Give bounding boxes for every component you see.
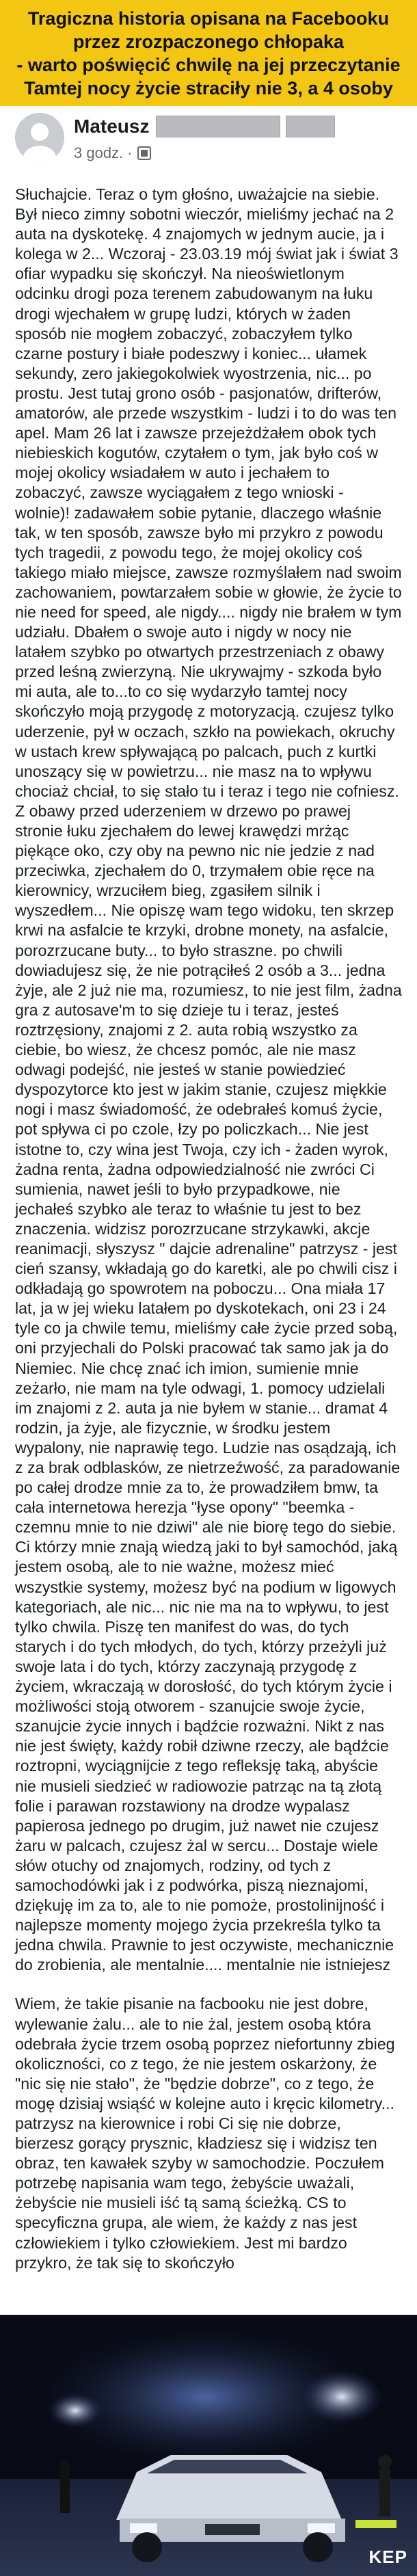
headline-line-2: przez zrozpaczonego chłopaka: [72, 31, 345, 52]
redacted-group: [286, 116, 335, 137]
redacted-surname: [156, 116, 280, 137]
author-name[interactable]: Mateusz: [74, 116, 150, 137]
post-header: [15, 113, 402, 185]
post-meta: [74, 116, 335, 162]
headline-banner: [0, 0, 417, 106]
post-timestamp-row: [74, 144, 335, 162]
night-scene-illustration-icon: [0, 2315, 417, 2576]
meta-separator: ·: [127, 144, 133, 161]
avatar[interactable]: [15, 113, 64, 162]
headline-line-1: Tragiczna historia opisana na Facebooku: [27, 8, 390, 29]
author-row: [74, 116, 335, 137]
post-paragraph-1: Słuchajcie. Teraz o tym głośno, uważajcie na siebie. Był nieco zimny sobotni wieczór, mieliśmy jechać na 2 auta na dyskotekę. 4 znajomych w jednym aucie, ja i kolega w 2... Wczoraj - 23.03.19 mój świat jak i świat 3 ofiar wypadku się skończył. Na nieoświetlonym odcinku drogi poza terenem zabudowanym na łuku drogi wjechałem w grupę ludzi, których w żaden sposób nie mogłem zobaczyć, zobaczyłem tylko czarne postury i białe podeszwy i koniec... ułamek sekundy, zero jakiegokolwiek wyostrzenia, nic... po prostu. Jest tutaj grono osób - pasjonatów, drifterów, amatorów, ale przede wszystkim - ludzi i to do was ten apel. Mam 26 lat i zawsze przejeżdżałem obok tych niebieskich kogutów, czytałem o tym, jak było coś w mojej okolicy wsiadałem w auto i jechałem to zobaczyć, zawsze wyciągałem z tego wnioski - wolnie)! zadawałem sobie pytanie, dlaczego właśnie tak, w ten sposób, zawsze było mi przykro z powodu tych tragedii, z powodu tego, że mojej okolicy coś takiego miało miejsce, zawsze rozmyślałem nad swoim zachowaniem, powtarzałem sobie w głowie, że życie to nie need for speed, ale nigdy.... nigdy nie brałem w tym udziału. Dbałem o swoje auto i nigdy w nocy nie latałem szybko po otwartych przestrzeniach z obawy przed leśną zwierzyną. Nie ukrywajmy - szkoda było mi auta, ale to...to co się wydarzyło tamtej nocy skończyło moją przygodę z motoryzacją. czujesz tylko uderzenie, pył w oczach, szkło na powiekach, okruchy w ustach krew spływającą po palcach, puch z kurtki unoszący się w powietrzu... nie masz na to wpływu chociaż chciał, to się stało tu i teraz i tego nie cofniesz. Z obawy przed uderzeniem w drzewo po prawej stronie łuku zjechałem do lewej krawędzi mrżąc piękące oko, czy oby na pewno nic nie jedzie z nad przeciwka, zjechałem do 0, trzymałem obie ręce na kierownicy, wrzuciłem bieg, zgasiłem silnik i wyszedłem... Nie opiszę wam tego widoku, ten skrzep krwi na asfalcie te krzyki, drobne monety, na asfalcie, porozrzucane buty... to było straszne. po chwili dowiadujesz się, że nie potrąciłeś 2 osób a 3... jedna żyje, ale 2 już nie ma, rozumiesz, to nie jest film, żadna gra z autosave'm to się dzieje tu i teraz, jesteś roztrzęsiony, znajomi z 2. auta robią wszystko za ciebie, bo wiesz, że chcesz pomóc, ale nie masz odwagi podejść, nie jesteś w stanie powiedzieć dyspozytorce kto jest w jakim stanie, czujesz miękkie nogi i masz świadomość, że odebrałeś komuś życie, pot spływa ci po czole, łzy po policzkach... Nie jest istotne to, czy wina jest Twoja, czy ich - żaden wyrok, żadna renta, żadna odpowiedzialność nie zwróci Ci sumienia, nawet jeśli to było przypadkowe, nie jechałeś szybko ale teraz to właśnie tu jest to bez znaczenia. widzisz porozrzucane strzykawki, akcje reanimacji, słyszysz " dajcie adrenaline" patrzysz - jest cień szansy, wkładają go do karetki, ale po chwili cisz i odkładają go spowrotem na poboczu... Ona miała 17 lat, ja w jej wieku latałem po dyskotekach, oni 23 i 24 tyle co ja chwile temu, mieliśmy całe życie przed sobą, oni przyjechali do Polski pracować tak samo jak ja do Niemiec. Nie chcę znać ich imion, sumienie mnie zeżarło, nie mam na tyle odwagi, 1. pomocy udzielali im znajomi z 2. auta ja nie byłem w stanie... dramat 4 rodzin, ja żyje, ale fizycznie, w środku jestem wypalony, nie naprawię tego. Ludzie nas osądzają, ich z za brak odblasków, ze nietrzeźwość, za paradowanie po całej drodze mnie za to, że prowadziłem bmw, ta cała internetowa herezja "łyse opony" "beemka - czemnu mnie to nie dziwi" ale nie biorę tego do siebie. Ci którzy mnie znają wiedzą jaki to był samochód, jaką jestem osobą, ale to nie ważne, możesz mieć wszystkie systemy, możesz być na podium w ligowych kategoriach, ale nic... nic nie ma na to wpływu, to jest tylko chwila. Piszę ten manifest do was, do tych starych i do tych młodych, do tych, którzy przeżyli już swoje lata i do tych, którzy zaczynają przygodę z życiem, wkraczają w dorosłość, do tych którym życie i możliwości stoją otworem - szanujcie swoje życie, szanujcie życie innych i bądźcie rozważni. Nikt z nas nie jest święty, każdy robił dziwne rzeczy, ale bądźcie roztropni, wyciągnijcie z tego refleksję taką, abyście nie musieli siedzieć w radiowozie patrząc na tą złotą folie i parawan rozstawiony na drodze wypalasz papierosa jednego po drugim, już nawet nie czujesz żaru w palcach, czujesz żal w sercu... Dostaje wiele słów otuchy od znajomych, rodziny, od tych z samochodówki jak i z podwórka, piszą nieznajomi, dziękuję im za to, ale to nie pomoże, prostolinijność i najlepsze momenty mojego życia przekreśla tylko ta jedna chwila. Prawnie to jest oczywiste, mechanicznie do zrobienia, ale mentalnie.... mentalnie nie istniejesz: [15, 185, 402, 1974]
globe-icon: [137, 146, 152, 161]
avatar-placeholder-icon: [15, 113, 64, 162]
post-paragraph-2: Wiem, że takie pisanie na facbooku nie jest dobre, wylewanie żalu... ale to nie żal, jestem osobą która odebrała życie trzem osobą poprzez niefortunny zbieg okoliczności, co z tego, że nie jestem oskarżony, że "nic się nie stało", że "będzie dobrze", co z tego, że mogę dzisiaj wsiąść w kolejne auto i kręcic kilometry... patrzysz na kierownice i robi Ci się nie dobrze, bierzesz gorący prysznic, kładziesz się i widzisz ten obraz, ten kawałek szyby w samochodzie. Poczułem potrzebę napisania wam tego, żebyście uważali, żebyście nie musieli iść tą samą ścieżką. CS to specyficzna grupa, ale wiem, że każdy z nas jest człowiekiem i tylko człowiekiem. Jest mi bardzo przykro, że tak się to skończyło: [15, 1995, 395, 2272]
headline-line-4: Tamtej nocy życie straciły nie 3, a 4 osoby: [24, 77, 393, 98]
post-time[interactable]: 3 godz.: [74, 144, 124, 161]
headline-line-3: - warto poświęcić chwilę na jej przeczytanie: [16, 54, 401, 75]
facebook-post: [0, 106, 417, 2273]
site-watermark: KEP: [368, 2547, 407, 2567]
accident-scene-photo: [0, 2315, 417, 2576]
